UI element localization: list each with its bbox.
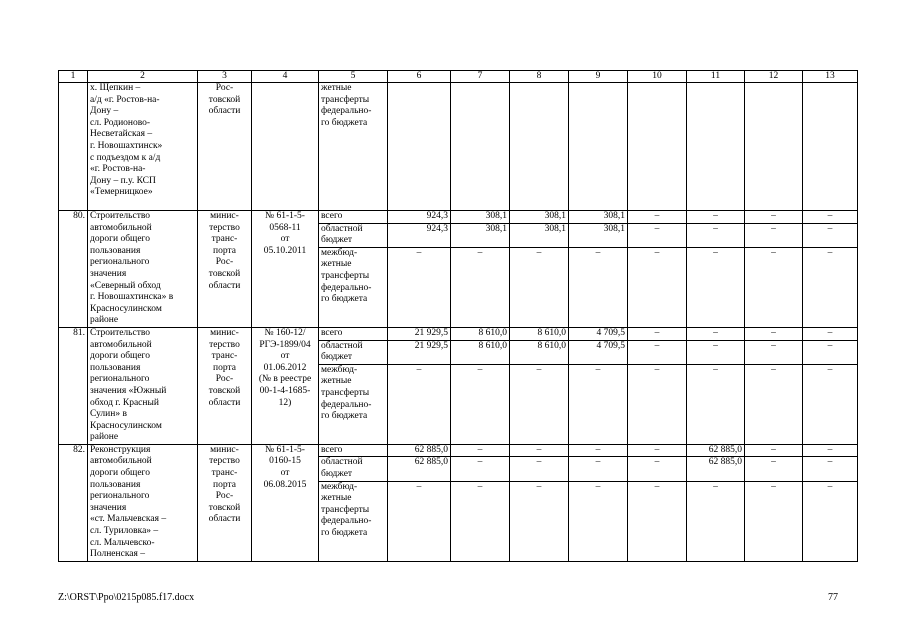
column-header: 12 [745, 71, 803, 83]
value-cell [510, 83, 569, 211]
column-header: 3 [198, 71, 252, 83]
footer-page-number: 77 [828, 592, 838, 603]
value-cell: 8 610,0 [451, 340, 510, 364]
value-cell: – [745, 364, 803, 444]
value-cell: – [451, 444, 510, 457]
value-cell: 924,3 [388, 223, 451, 247]
column-header: 10 [628, 71, 687, 83]
value-cell: – [803, 247, 858, 327]
customer-cell: минис- терство транс- порта Рос- товской области [198, 327, 252, 444]
funding-source-cell: жетные трансферты федерально- го бюджета [319, 83, 388, 211]
row-number-cell [59, 83, 88, 211]
value-cell: 308,1 [569, 223, 628, 247]
value-cell: – [803, 327, 858, 340]
value-cell [451, 83, 510, 211]
customer-cell: минис- терство транс- порта Рос- товской области [198, 211, 252, 328]
value-cell [745, 83, 803, 211]
value-cell: – [803, 211, 858, 224]
value-cell: – [745, 444, 803, 457]
value-cell: – [510, 481, 569, 561]
value-cell: 308,1 [510, 223, 569, 247]
project-rows [59, 211, 858, 562]
column-header: 2 [88, 71, 198, 83]
value-cell: – [628, 223, 687, 247]
value-cell: – [628, 364, 687, 444]
value-cell: – [628, 457, 687, 481]
value-cell: – [745, 211, 803, 224]
value-cell: – [628, 211, 687, 224]
value-cell: 8 610,0 [510, 340, 569, 364]
value-cell: – [628, 327, 687, 340]
column-header: 13 [803, 71, 858, 83]
value-cell: – [388, 364, 451, 444]
value-cell: 308,1 [510, 211, 569, 224]
funding-source-cell: областной бюджет [319, 457, 388, 481]
value-cell: – [745, 223, 803, 247]
value-cell: – [745, 340, 803, 364]
value-cell: 62 885,0 [687, 457, 745, 481]
value-cell: 308,1 [451, 223, 510, 247]
value-cell: – [569, 444, 628, 457]
value-cell: – [451, 247, 510, 327]
row-number-cell: 81. [59, 327, 88, 444]
value-cell: 924,3 [388, 211, 451, 224]
value-cell: 21 929,5 [388, 340, 451, 364]
value-cell: – [803, 223, 858, 247]
value-cell: – [628, 481, 687, 561]
value-cell: – [687, 340, 745, 364]
value-cell: – [569, 247, 628, 327]
document-cell: № 61-1-5- 0160-15 от 06.08.2015 [252, 444, 319, 561]
value-cell: – [569, 481, 628, 561]
document-cell [252, 83, 319, 211]
funding-source-cell: межбюд- жетные трансферты федерально- го бюджета [319, 247, 388, 327]
column-header: 4 [252, 71, 319, 83]
value-cell: – [628, 444, 687, 457]
row-number-cell: 80. [59, 211, 88, 328]
value-cell: – [803, 457, 858, 481]
object-name-cell: х. Щепкин – а/д «г. Ростов-на- Дону – сл. Родионово- Несветайская – г. Новошахтинск» с подъездом к а/д «г. Ростов-на- Дону – п.у. КСП «Темерницкое» [88, 83, 198, 211]
value-cell: – [803, 340, 858, 364]
value-cell: – [388, 247, 451, 327]
funding-source-cell: всего [319, 211, 388, 224]
value-cell [803, 83, 858, 211]
value-cell: – [451, 457, 510, 481]
column-header: 8 [510, 71, 569, 83]
object-name-cell: Реконструкция автомобильной дороги общего пользования регионального значения «ст. Мальчевская – сл. Туриловка» – сл. Мальчевско- Полненская – [88, 444, 198, 561]
customer-cell: минис- терство транс- порта Рос- товской области [198, 444, 252, 561]
funding-source-cell: всего [319, 327, 388, 340]
value-cell: – [687, 327, 745, 340]
investment-table [58, 70, 858, 562]
document-cell: № 160-12/ РГЭ-1899/04 от 01.06.2012 (№ в реестре 00-1-4-1685- 12) [252, 327, 319, 444]
value-cell [569, 83, 628, 211]
value-cell: 21 929,5 [388, 327, 451, 340]
value-cell: – [803, 444, 858, 457]
row-number-cell: 82. [59, 444, 88, 561]
project-row [59, 211, 858, 224]
value-cell: – [687, 364, 745, 444]
value-cell [687, 83, 745, 211]
column-header: 5 [319, 71, 388, 83]
value-cell: 308,1 [451, 211, 510, 224]
customer-cell: Рос- товской области [198, 83, 252, 211]
value-cell: – [510, 444, 569, 457]
value-cell: – [687, 481, 745, 561]
column-header: 1 [59, 71, 88, 83]
value-cell: – [451, 364, 510, 444]
value-cell: – [510, 457, 569, 481]
value-cell: – [687, 223, 745, 247]
column-number-row [59, 71, 858, 83]
value-cell: 4 709,5 [569, 327, 628, 340]
value-cell: – [687, 211, 745, 224]
value-cell: – [628, 340, 687, 364]
value-cell: 308,1 [569, 211, 628, 224]
funding-source-cell: межбюд- жетные трансферты федерально- го бюджета [319, 481, 388, 561]
value-cell: – [388, 481, 451, 561]
value-cell [388, 83, 451, 211]
value-cell: 62 885,0 [687, 444, 745, 457]
column-header: 11 [687, 71, 745, 83]
project-row [59, 327, 858, 340]
value-cell: – [687, 247, 745, 327]
object-name-cell: Строительство автомобильной дороги общего пользования регионального значения «Северный обход г. Новошахтинска» в Красносулинском районе [88, 211, 198, 328]
value-cell: – [451, 481, 510, 561]
object-name-cell: Строительство автомобильной дороги общего пользования регионального значения «Южный обход г. Красный Сулин» в Красносулинском районе [88, 327, 198, 444]
value-cell: – [803, 364, 858, 444]
column-header: 7 [451, 71, 510, 83]
value-cell: 8 610,0 [451, 327, 510, 340]
continuation-row [59, 83, 858, 211]
value-cell [628, 83, 687, 211]
value-cell: – [745, 247, 803, 327]
value-cell: – [569, 457, 628, 481]
value-cell: – [745, 457, 803, 481]
value-cell: 8 610,0 [510, 327, 569, 340]
value-cell: – [745, 481, 803, 561]
column-header: 9 [569, 71, 628, 83]
value-cell: – [510, 247, 569, 327]
value-cell: 62 885,0 [388, 444, 451, 457]
funding-source-cell: межбюд- жетные трансферты федерально- го бюджета [319, 364, 388, 444]
funding-source-cell: всего [319, 444, 388, 457]
value-cell: – [569, 364, 628, 444]
project-row [59, 444, 858, 457]
footer-file-path: Z:\ORST\Ppo\0215p085.f17.docx [58, 592, 195, 603]
funding-source-cell: областной бюджет [319, 223, 388, 247]
document-cell: № 61-1-5- 0568-11 от 05.10.2011 [252, 211, 319, 328]
value-cell: – [510, 364, 569, 444]
value-cell: 4 709,5 [569, 340, 628, 364]
value-cell: 62 885,0 [388, 457, 451, 481]
value-cell: – [745, 327, 803, 340]
funding-source-cell: областной бюджет [319, 340, 388, 364]
value-cell: – [628, 247, 687, 327]
column-header: 6 [388, 71, 451, 83]
value-cell: – [803, 481, 858, 561]
